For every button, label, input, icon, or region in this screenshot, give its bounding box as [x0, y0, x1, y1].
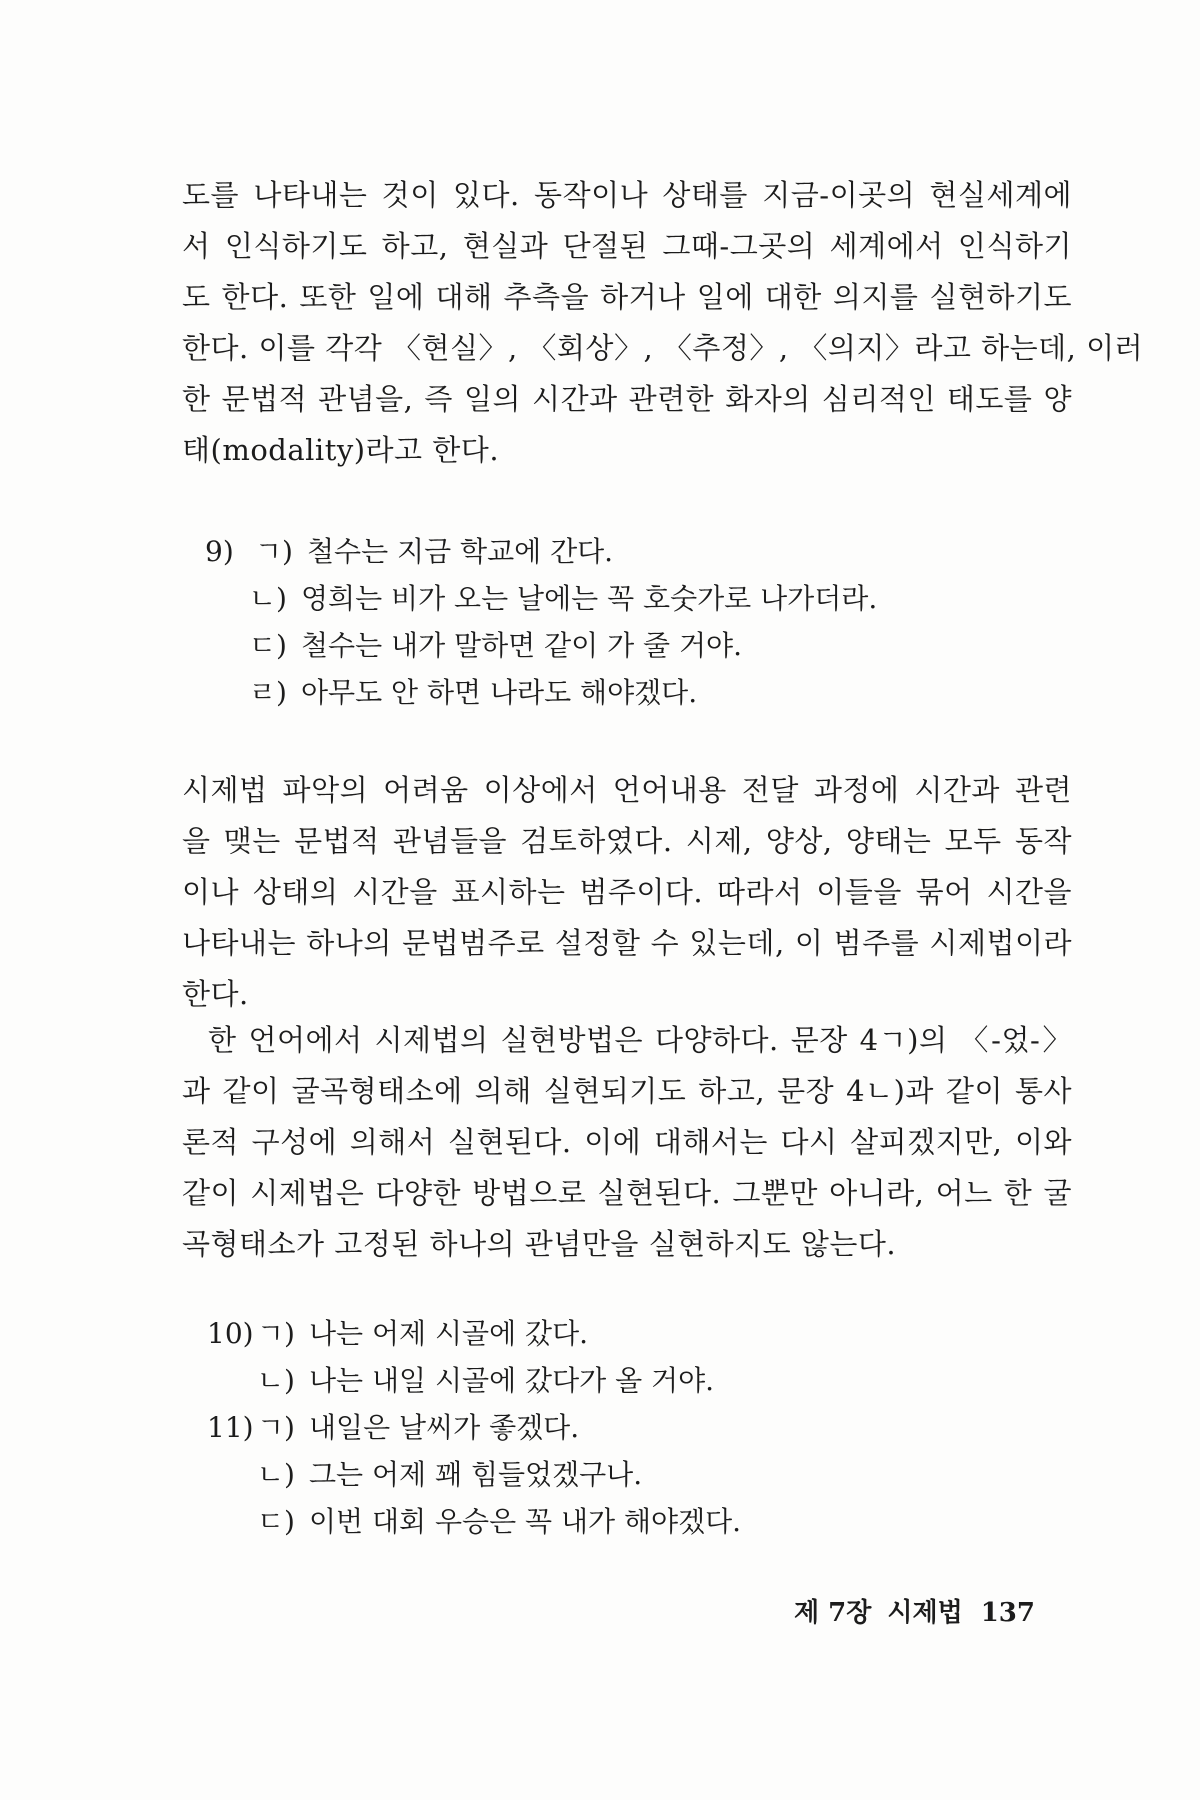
- text-line: 한 언어에서 시제법의 실현방법은 다양하다. 문장 4ㄱ)의 〈-었-〉: [208, 1023, 1072, 1057]
- example-item: [205, 528, 877, 575]
- example-item: [205, 622, 877, 669]
- example-marker: ㄱ): [257, 1411, 295, 1444]
- example-group-9: [205, 528, 877, 716]
- example-text: 철수는 지금 학교에 간다.: [307, 535, 614, 568]
- example-item: [205, 669, 877, 716]
- text-line: 을 맺는 문법적 관념들을 검토하였다. 시제, 양상, 양태는 모두 동작: [182, 824, 1072, 858]
- example-item: [207, 1357, 741, 1404]
- example-item: [207, 1498, 741, 1545]
- text-line: 도를 나타내는 것이 있다. 동작이나 상태를 지금-이곳의 현실세계에: [182, 178, 1072, 212]
- text-line: 한다. 이를 각각 〈현실〉, 〈회상〉, 〈추정〉, 〈의지〉라고 하는데, 이러: [182, 331, 1144, 365]
- example-text: 아무도 안 하면 나라도 해야겠다.: [301, 676, 698, 709]
- paragraph-realization: [182, 1015, 1072, 1270]
- example-marker: ㄱ): [255, 535, 293, 568]
- paragraph-tense-difficulty: [182, 765, 1072, 1020]
- text-line: 이나 상태의 시간을 표시하는 범주이다. 따라서 이들을 묶어 시간을: [182, 875, 1072, 909]
- text-line: 태(modality)라고 한다.: [182, 433, 500, 467]
- text-line: 시제법 파악의 어려움 이상에서 언어내용 전달 과정에 시간과 관련: [182, 773, 1072, 807]
- example-text: 나는 내일 시골에 갔다가 올 거야.: [309, 1364, 715, 1397]
- example-item: [207, 1404, 741, 1451]
- example-item: [205, 575, 877, 622]
- example-marker: ㄴ): [249, 582, 287, 615]
- paragraph-modality: [182, 170, 1144, 476]
- example-number: 9): [205, 535, 234, 568]
- text-line: 과 같이 굴곡형태소에 의해 실현되기도 하고, 문장 4ㄴ)과 같이 통사: [182, 1074, 1072, 1108]
- example-text: 영희는 비가 오는 날에는 꼭 호숫가로 나가더라.: [301, 582, 878, 615]
- text-line: 론적 구성에 의해서 실현된다. 이에 대해서는 다시 살피겠지만, 이와: [182, 1125, 1072, 1159]
- example-marker: ㄹ): [249, 676, 287, 709]
- example-text: 그는 어제 꽤 힘들었겠구나.: [309, 1458, 643, 1491]
- chapter-number: 제 7장: [793, 1598, 872, 1628]
- text-line: 곡형태소가 고정된 하나의 관념만을 실현하지도 않는다.: [182, 1227, 897, 1261]
- chapter-title: 시제법: [887, 1598, 963, 1628]
- example-text: 나는 어제 시골에 갔다.: [309, 1317, 589, 1350]
- example-marker: ㄱ): [257, 1317, 295, 1350]
- text-line: 한 문법적 관념을, 즉 일의 시간과 관련한 화자의 심리적인 태도를 양: [182, 382, 1072, 416]
- text-line: 한다.: [182, 977, 249, 1011]
- page-number: 137: [980, 1598, 1035, 1628]
- example-item: [207, 1310, 741, 1357]
- example-marker: ㄴ): [257, 1364, 295, 1397]
- example-item: [207, 1451, 741, 1498]
- example-text: 내일은 날씨가 좋겠다.: [309, 1411, 580, 1444]
- example-number: 11): [207, 1411, 254, 1444]
- example-text: 이번 대회 우승은 꼭 내가 해야겠다.: [309, 1505, 742, 1538]
- example-text: 철수는 내가 말하면 같이 가 줄 거야.: [301, 629, 742, 662]
- example-marker: ㄷ): [257, 1505, 295, 1538]
- example-marker: ㄴ): [257, 1458, 295, 1491]
- page-footer: [794, 1592, 1035, 1629]
- text-line: 나타내는 하나의 문법범주로 설정할 수 있는데, 이 범주를 시제법이라: [182, 926, 1072, 960]
- example-group-10-11: [207, 1310, 741, 1545]
- text-line: 서 인식하기도 하고, 현실과 단절된 그때-그곳의 세계에서 인식하기: [182, 229, 1072, 263]
- text-line: 같이 시제법은 다양한 방법으로 실현된다. 그뿐만 아니라, 어느 한 굴: [182, 1176, 1072, 1210]
- text-line: 도 한다. 또한 일에 대해 추측을 하거나 일에 대한 의지를 실현하기도: [182, 280, 1072, 314]
- example-marker: ㄷ): [249, 629, 287, 662]
- example-number: 10): [207, 1317, 254, 1350]
